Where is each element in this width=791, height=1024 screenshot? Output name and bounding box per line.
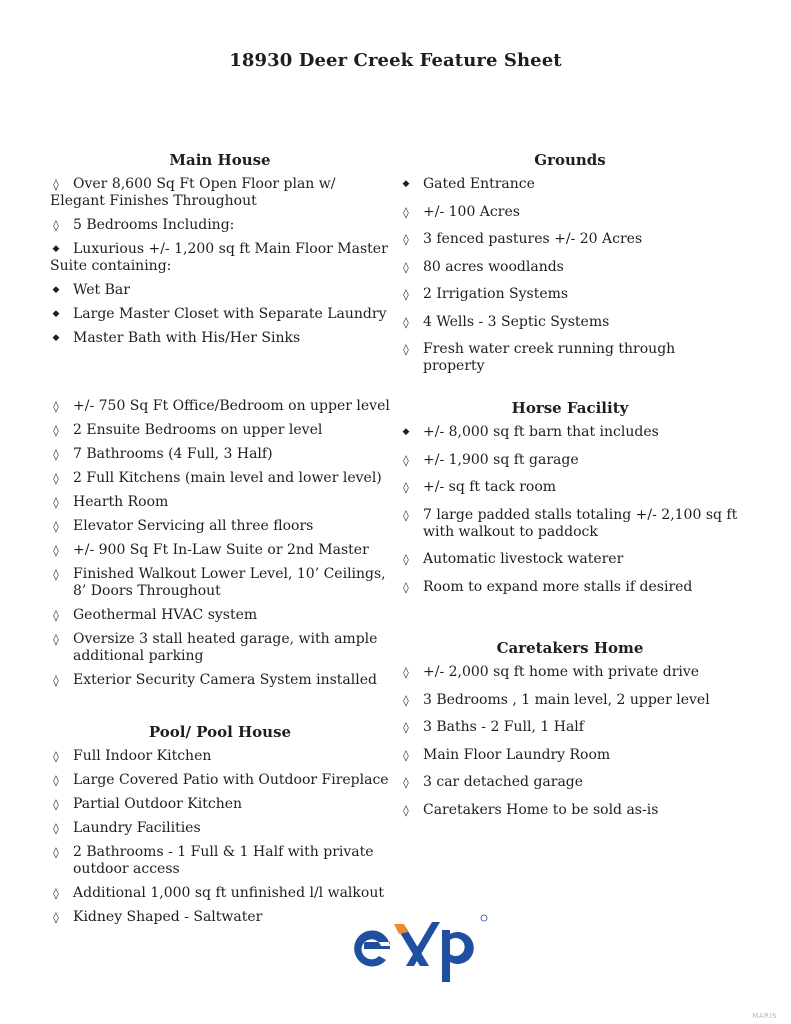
hollow-diamond-bullet-icon: ◊: [403, 508, 409, 522]
feature-item: [50, 909, 390, 926]
logo-letter-e: [354, 930, 390, 966]
hollow-diamond-bullet-icon: ◊: [53, 887, 59, 900]
feature-item: [400, 719, 740, 736]
feature-item-text: Automatic livestock waterer: [423, 551, 624, 567]
feature-item-text: Additional 1,000 sq ft unfinished l/l walkout: [73, 885, 384, 901]
feature-item: [50, 631, 390, 665]
feature-item: [400, 507, 740, 541]
filled-diamond-bullet-icon: ◆: [52, 244, 60, 254]
feature-item-text: Caretakers Home to be sold as-is: [423, 801, 659, 818]
hollow-diamond-bullet-icon: ◊: [53, 544, 59, 557]
feature-item-text: 5 Bedrooms Including:: [73, 217, 235, 233]
feature-item-text: Over 8,600 Sq Ft Open Floor plan w/ Elegant Finishes Throughout: [50, 176, 336, 209]
watermark: MARIS: [752, 1012, 777, 1020]
feature-item-text: Luxurious +/- 1,200 sq ft Main Floor Master Suite containing:: [50, 241, 388, 274]
feature-item: [50, 241, 390, 275]
section-heading: Caretakers Home: [496, 639, 644, 657]
feature-item-text: 4 Wells - 3 Septic Systems: [423, 313, 610, 330]
feature-list: [400, 424, 740, 596]
hollow-diamond-bullet-icon: ◊: [403, 205, 409, 219]
hollow-diamond-bullet-icon: ◊: [403, 693, 409, 707]
feature-item-text: Geothermal HVAC system: [73, 607, 258, 623]
feature-item-text: Laundry Facilities: [73, 820, 201, 836]
feature-list: [50, 748, 390, 926]
feature-item: [400, 692, 740, 709]
hollow-diamond-bullet-icon: ◊: [403, 776, 409, 789]
feature-item-text: 3 fenced pastures +/- 20 Acres: [423, 231, 643, 247]
hollow-diamond-bullet-icon: ◊: [53, 774, 59, 787]
feature-item: [50, 306, 390, 323]
hollow-diamond-bullet-icon: ◊: [403, 260, 409, 274]
feature-item: [400, 259, 740, 276]
feature-item-text: Elevator Servicing all three floors: [73, 518, 314, 534]
feature-item-text: Finished Walkout Lower Level, 10’ Ceilings, 8’ Doors Throughout: [73, 566, 386, 599]
feature-item: [400, 424, 740, 441]
feature-list: [400, 664, 740, 819]
feature-item: [50, 748, 390, 765]
section-horse-facility: [400, 399, 740, 606]
feature-item: [50, 422, 390, 439]
feature-item: [50, 494, 390, 511]
hollow-diamond-bullet-icon: ◊: [53, 219, 59, 232]
feature-item-text: +/- 8,000 sq ft barn that includes: [423, 424, 659, 440]
filled-diamond-bullet-icon: ◆: [402, 427, 410, 437]
hollow-diamond-bullet-icon: ◊: [403, 721, 409, 734]
feature-item: [400, 231, 740, 248]
feature-item: [50, 820, 390, 837]
feature-item-text: +/- 900 Sq Ft In-Law Suite or 2nd Master: [73, 542, 369, 558]
filled-diamond-bullet-icon: ◆: [52, 333, 60, 343]
filled-diamond-bullet-icon: ◆: [52, 309, 60, 319]
feature-item-text: Full Indoor Kitchen: [73, 748, 212, 764]
hollow-diamond-bullet-icon: ◊: [53, 448, 59, 461]
feature-item: [400, 314, 740, 331]
feature-item: [400, 479, 740, 496]
hollow-diamond-bullet-icon: ◊: [53, 846, 59, 859]
hollow-diamond-bullet-icon: ◊: [53, 674, 59, 687]
hollow-diamond-bullet-icon: ◊: [53, 633, 59, 646]
section-heading: Grounds: [534, 151, 606, 169]
hollow-diamond-bullet-icon: ◊: [53, 520, 59, 533]
feature-item-text: +/- 750 Sq Ft Office/Bedroom on upper level: [73, 398, 390, 414]
feature-item: [50, 772, 390, 789]
hollow-diamond-bullet-icon: ◊: [53, 798, 59, 811]
hollow-diamond-bullet-icon: ◊: [403, 666, 409, 679]
hollow-diamond-bullet-icon: ◊: [53, 178, 59, 191]
feature-item-text: Hearth Room: [73, 494, 169, 510]
feature-item: [400, 286, 740, 303]
hollow-diamond-bullet-icon: ◊: [403, 580, 409, 594]
hollow-diamond-bullet-icon: ◊: [53, 911, 59, 924]
feature-item: [50, 330, 390, 347]
section-heading: Horse Facility: [511, 399, 629, 417]
feature-item-text: Main Floor Laundry Room: [423, 746, 611, 763]
logo-letter-p-bowl: [450, 932, 474, 964]
feature-item-text: 2 Ensuite Bedrooms on upper level: [73, 422, 323, 438]
feature-item: [50, 470, 390, 487]
feature-item: [400, 204, 740, 221]
exp-logo: [350, 912, 490, 984]
section-heading: Pool/ Pool House: [148, 723, 292, 741]
feature-item: [400, 341, 740, 375]
feature-list: [50, 398, 390, 689]
feature-item: [400, 747, 740, 764]
section-main-house-continued: [50, 398, 390, 696]
feature-item-text: 7 Bathrooms (4 Full, 3 Half): [73, 446, 273, 462]
feature-item: [50, 282, 390, 299]
hollow-diamond-bullet-icon: ◊: [53, 472, 59, 485]
page-title: 18930 Deer Creek Feature Sheet: [229, 50, 562, 71]
feature-item-text: Large Covered Patio with Outdoor Fireplace: [73, 772, 389, 788]
feature-item: [400, 664, 740, 681]
hollow-diamond-bullet-icon: ◊: [403, 233, 409, 246]
feature-item-text: Oversize 3 stall heated garage, with ample additional parking: [73, 631, 378, 664]
section-grounds: [400, 151, 740, 386]
feature-item: [50, 885, 390, 902]
feature-item: [50, 176, 390, 210]
feature-item-text: 80 acres woodlands: [423, 258, 564, 275]
feature-item-text: Exterior Security Camera System installed: [73, 672, 377, 688]
feature-item-text: Large Master Closet with Separate Laundry: [73, 306, 387, 322]
feature-item-text: Gated Entrance: [423, 176, 535, 192]
feature-item: [50, 518, 390, 535]
feature-item-text: Fresh water creek running through property: [423, 341, 676, 374]
feature-item: [50, 542, 390, 559]
feature-item-text: 3 car detached garage: [423, 774, 584, 790]
feature-item: [50, 796, 390, 813]
hollow-diamond-bullet-icon: ◊: [53, 609, 59, 622]
feature-list: [50, 176, 390, 347]
registered-mark: [481, 915, 487, 921]
feature-item-text: +/- sq ft tack room: [423, 479, 557, 495]
feature-item: [50, 446, 390, 463]
hollow-diamond-bullet-icon: ◊: [53, 750, 59, 763]
hollow-diamond-bullet-icon: ◊: [403, 315, 409, 329]
feature-item-text: 2 Full Kitchens (main level and lower level): [73, 470, 382, 486]
feature-item: [50, 844, 390, 878]
feature-item: [50, 398, 390, 415]
feature-list: [400, 176, 740, 375]
feature-item: [50, 566, 390, 600]
feature-item-text: Wet Bar: [73, 282, 130, 298]
hollow-diamond-bullet-icon: ◊: [403, 288, 409, 301]
hollow-diamond-bullet-icon: ◊: [403, 553, 409, 566]
hollow-diamond-bullet-icon: ◊: [403, 748, 409, 762]
section-heading: Main House: [169, 151, 271, 169]
hollow-diamond-bullet-icon: ◊: [403, 453, 409, 467]
hollow-diamond-bullet-icon: ◊: [53, 424, 59, 437]
feature-item-text: +/- 100 Acres: [423, 203, 520, 220]
feature-item: [50, 607, 390, 624]
feature-item-text: +/- 2,000 sq ft home with private drive: [423, 664, 700, 680]
feature-item: [400, 452, 740, 469]
feature-item-text: 2 Bathrooms - 1 Full & 1 Half with private outdoor access: [73, 844, 374, 877]
hollow-diamond-bullet-icon: ◊: [53, 400, 59, 413]
hollow-diamond-bullet-icon: ◊: [403, 343, 409, 356]
feature-item: [400, 579, 740, 596]
feature-item-text: 7 large padded stalls totaling +/- 2,100 sq ft with walkout to paddock: [423, 506, 738, 540]
feature-item: [400, 774, 740, 791]
section-main-house: [50, 151, 390, 354]
feature-item-text: 3 Baths - 2 Full, 1 Half: [423, 719, 584, 735]
exp-logo-graphic: [350, 912, 490, 984]
feature-item-text: 3 Bedrooms , 1 main level, 2 upper level: [423, 691, 710, 708]
hollow-diamond-bullet-icon: ◊: [53, 568, 59, 581]
hollow-diamond-bullet-icon: ◊: [403, 803, 409, 817]
feature-item-text: Room to expand more stalls if desired: [423, 578, 693, 595]
hollow-diamond-bullet-icon: ◊: [403, 481, 409, 494]
filled-diamond-bullet-icon: ◆: [402, 179, 410, 189]
feature-item-text: Kidney Shaped - Saltwater: [73, 909, 263, 925]
section-pool-house: [50, 723, 390, 933]
filled-diamond-bullet-icon: ◆: [52, 285, 60, 295]
feature-item: [400, 551, 740, 568]
feature-item: [400, 802, 740, 819]
hollow-diamond-bullet-icon: ◊: [53, 496, 59, 509]
feature-item-text: Master Bath with His/Her Sinks: [73, 330, 301, 346]
feature-item-text: +/- 1,900 sq ft garage: [423, 451, 579, 468]
feature-item: [50, 672, 390, 689]
feature-item-text: 2 Irrigation Systems: [423, 286, 569, 302]
feature-item: [400, 176, 740, 193]
section-caretakers-home: [400, 639, 740, 829]
feature-item: [50, 217, 390, 234]
feature-item-text: Partial Outdoor Kitchen: [73, 796, 243, 812]
hollow-diamond-bullet-icon: ◊: [53, 822, 59, 835]
logo-letter-p: [442, 930, 450, 982]
